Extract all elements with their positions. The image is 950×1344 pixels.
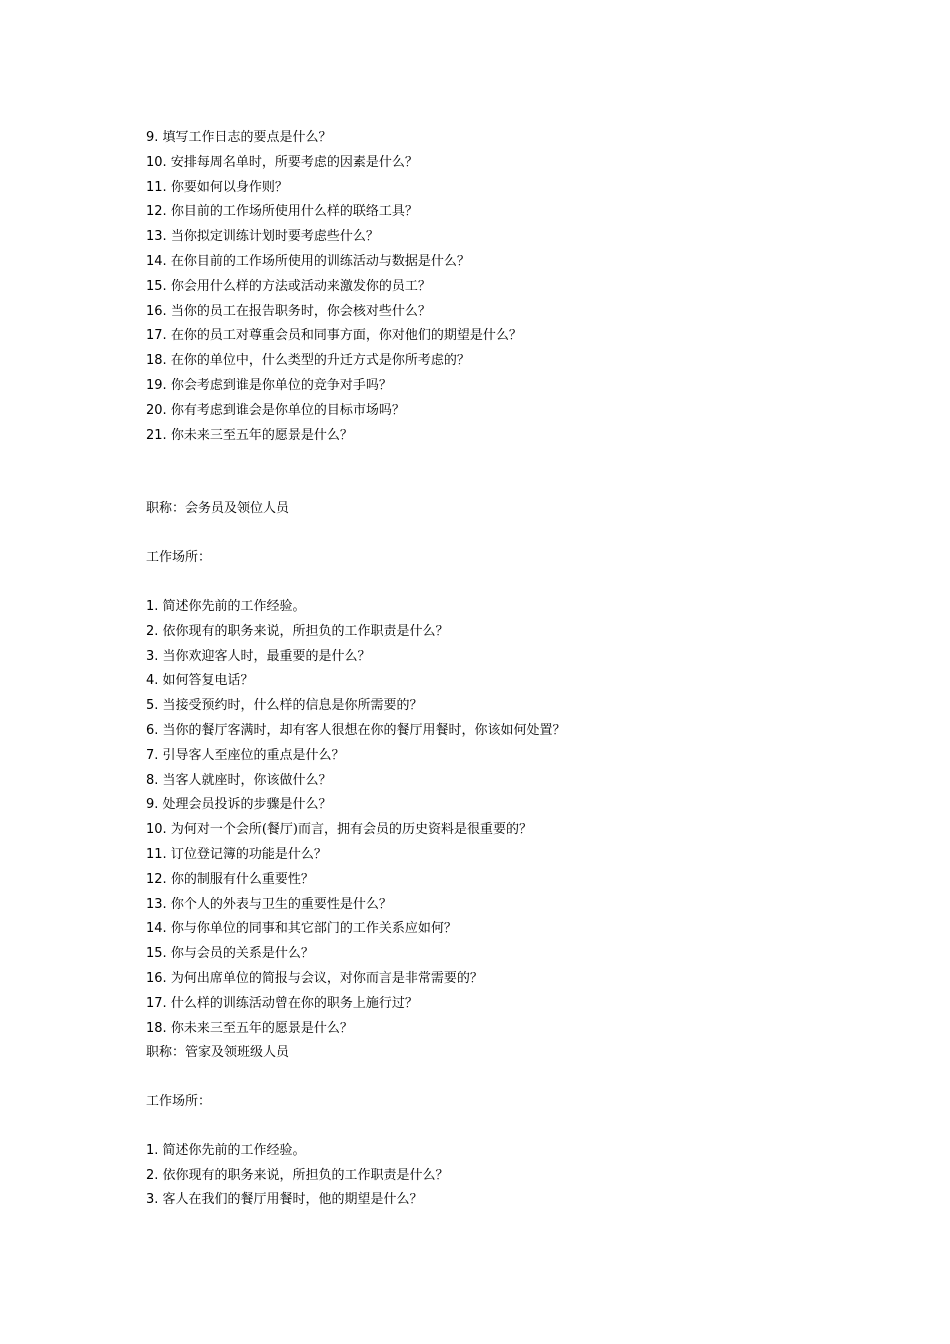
question-text: 引导客人至座位的重点是什么？ [158,747,345,763]
question-number: 10. [146,154,167,170]
question-item [146,1188,906,1213]
question-number: 9. [146,797,159,813]
question-text: 你与会员的关系是什么？ [166,946,314,962]
question-item [146,275,906,300]
question-number: 18. [146,353,167,369]
question-number: 21. [146,427,167,443]
question-text: 如何答复电话？ [158,673,254,689]
question-number: 10. [146,822,167,838]
question-text: 订位登记簿的功能是什么？ [166,846,327,862]
question-item [146,250,906,275]
section-3-question-list [146,1139,906,1213]
job-title-butler-staff: 职称：管家及领班级人员 [146,1045,290,1061]
question-number: 6. [146,722,159,738]
question-number: 16. [146,970,167,986]
question-item [146,793,906,818]
document-page [146,126,906,1213]
question-item [146,225,906,250]
question-item [146,176,906,201]
question-item [146,349,906,374]
question-text: 当你的员工在报告职务时，你会核对些什么？ [166,303,431,319]
question-number: 11. [146,846,167,862]
question-number: 2. [146,623,159,639]
section-2-question-list [146,595,906,1041]
question-text: 什么样的训练活动曾在你的职务上施行过？ [166,995,418,1011]
question-item [146,300,906,325]
question-item [146,595,906,620]
question-number: 14. [146,921,167,937]
question-item [146,200,906,225]
question-item [146,967,906,992]
question-text: 客人在我们的餐厅用餐时，他的期望是什么？ [158,1192,423,1208]
question-item [146,374,906,399]
job-title-host-staff: 职称：会务员及领位人员 [146,501,290,517]
question-number: 14. [146,253,167,269]
question-item [146,1164,906,1189]
question-text: 当你的餐厅客满时，却有客人很想在你的餐厅用餐时，你该如何处置？ [158,722,566,738]
question-item [146,893,906,918]
question-number: 12. [146,204,167,220]
question-item [146,942,906,967]
question-item [146,1139,906,1164]
question-number: 15. [146,946,167,962]
question-item [146,645,906,670]
question-number: 12. [146,871,167,887]
question-number: 13. [146,896,167,912]
question-item [146,818,906,843]
question-text: 依你现有的职务来说，所担负的工作职责是什么？ [158,623,449,639]
question-text: 处理会员投诉的步骤是什么？ [158,797,332,813]
question-number: 20. [146,402,167,418]
question-text: 你个人的外表与卫生的重要性是什么？ [166,896,392,912]
question-item [146,843,906,868]
question-number: 3. [146,1192,159,1208]
question-number: 17. [146,328,167,344]
question-item [146,399,906,424]
question-text: 你会用什么样的方法或活动来激发你的员工？ [166,278,431,294]
question-number: 7. [146,747,159,763]
question-text: 当你欢迎客人时，最重要的是什么？ [158,648,371,664]
question-text: 你目前的工作场所使用什么样的联络工具？ [166,204,418,220]
question-number: 1. [146,598,159,614]
question-text: 你要如何以身作则？ [166,179,288,195]
question-item [146,620,906,645]
question-text: 你有考虑到谁会是你单位的目标市场吗？ [166,402,405,418]
question-item [146,1017,906,1042]
question-item [146,769,906,794]
question-number: 13. [146,229,167,245]
question-item [146,868,906,893]
question-item [146,424,906,449]
question-number: 16. [146,303,167,319]
question-text: 你未来三至五年的愿景是什么？ [166,427,353,443]
question-number: 3. [146,648,159,664]
question-item [146,992,906,1017]
question-number: 5. [146,698,159,714]
question-text: 你未来三至五年的愿景是什么？ [166,1020,353,1036]
question-number: 1. [146,1142,159,1158]
question-number: 9. [146,130,159,145]
question-number: 17. [146,995,167,1011]
question-text: 当客人就座时，你该做什么？ [158,772,332,788]
question-text: 为何对一个会所(餐厅)而言，拥有会员的历史资料是很重要的？ [166,822,532,838]
question-text: 简述你先前的工作经验。 [158,598,306,614]
question-text: 你与你单位的同事和其它部门的工作关系应如何？ [166,921,457,937]
question-number: 18. [146,1020,167,1036]
question-item [146,917,906,942]
question-number: 8. [146,772,159,788]
question-number: 19. [146,377,167,393]
question-text: 你的制服有什么重要性？ [166,871,314,887]
question-text: 在你目前的工作场所使用的训练活动与数据是什么？ [166,253,470,269]
question-item [146,151,906,176]
question-text: 为何出席单位的简报与会议，对你而言是非常需要的？ [166,970,483,986]
question-item [146,126,906,151]
workplace-label-host-staff: 工作场所： [146,550,212,566]
question-text: 在你的员工对尊重会员和同事方面，你对他们的期望是什么？ [166,328,522,344]
question-text: 简述你先前的工作经验。 [158,1142,306,1158]
question-item [146,719,906,744]
question-text: 依你现有的职务来说，所担负的工作职责是什么？ [158,1167,449,1183]
section-1-question-list [146,126,906,448]
question-item [146,744,906,769]
question-text: 在你的单位中，什么类型的升迁方式是你所考虑的？ [166,353,470,369]
question-text: 填写工作日志的要点是什么？ [158,130,332,145]
question-text: 当你拟定训练计划时要考虑些什么？ [166,229,379,245]
question-text: 当接受预约时，什么样的信息是你所需要的？ [158,698,423,714]
question-item [146,669,906,694]
question-number: 15. [146,278,167,294]
question-text: 安排每周名单时，所要考虑的因素是什么？ [166,154,418,170]
question-item [146,694,906,719]
question-number: 11. [146,179,167,195]
question-text: 你会考虑到谁是你单位的竞争对手吗？ [166,377,392,393]
workplace-label-butler-staff: 工作场所： [146,1094,212,1110]
question-number: 2. [146,1167,159,1183]
question-number: 4. [146,673,159,689]
question-item [146,324,906,349]
